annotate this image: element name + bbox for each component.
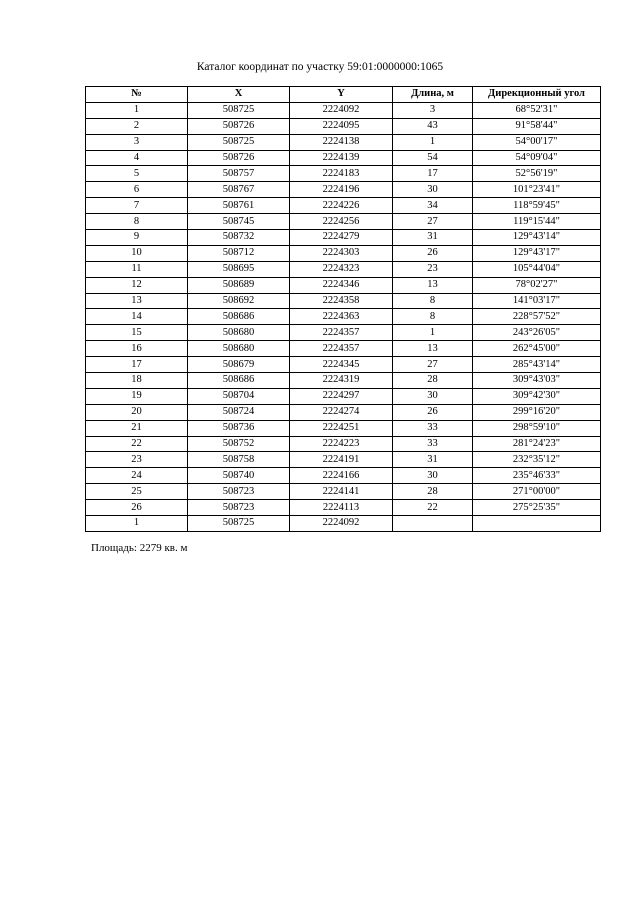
point-number-cell: 24 [86, 468, 188, 484]
x-coordinate-cell: 508757 [188, 166, 290, 182]
y-coordinate-cell: 2224358 [290, 293, 393, 309]
table-row [86, 388, 601, 404]
table-row [86, 102, 601, 118]
length-cell: 13 [393, 341, 473, 357]
x-coordinate-cell: 508745 [188, 214, 290, 230]
direction-angle-cell: 129°43'17" [473, 245, 601, 261]
length-cell: 22 [393, 500, 473, 516]
direction-angle-cell: 91°58'44" [473, 118, 601, 134]
length-cell: 27 [393, 214, 473, 230]
point-number-cell: 7 [86, 198, 188, 214]
length-cell: 27 [393, 357, 473, 373]
x-coordinate-cell: 508689 [188, 277, 290, 293]
table-row [86, 166, 601, 182]
y-coordinate-cell: 2224196 [290, 182, 393, 198]
direction-angle-cell: 141°03'17" [473, 293, 601, 309]
x-coordinate-cell: 508740 [188, 468, 290, 484]
direction-angle-cell: 275°25'35" [473, 500, 601, 516]
direction-angle-cell: 129°43'14" [473, 230, 601, 246]
point-number-cell: 26 [86, 500, 188, 516]
table-row [86, 373, 601, 389]
header-row [86, 87, 601, 103]
direction-angle-cell: 68°52'31" [473, 102, 601, 118]
header-x: X [188, 87, 290, 103]
direction-angle-cell: 262°45'00" [473, 341, 601, 357]
table-row [86, 404, 601, 420]
direction-angle-cell: 119°15'44" [473, 214, 601, 230]
table-header [86, 87, 601, 103]
y-coordinate-cell: 2224345 [290, 357, 393, 373]
length-cell: 3 [393, 102, 473, 118]
direction-angle-cell: 105°44'04" [473, 261, 601, 277]
length-cell: 8 [393, 309, 473, 325]
direction-angle-cell: 271°00'00" [473, 484, 601, 500]
x-coordinate-cell: 508725 [188, 516, 290, 532]
x-coordinate-cell: 508680 [188, 341, 290, 357]
y-coordinate-cell: 2224357 [290, 325, 393, 341]
point-number-cell: 6 [86, 182, 188, 198]
direction-angle-cell: 299°16'20" [473, 404, 601, 420]
header-y: Y [290, 87, 393, 103]
y-coordinate-cell: 2224363 [290, 309, 393, 325]
length-cell: 33 [393, 436, 473, 452]
y-coordinate-cell: 2224226 [290, 198, 393, 214]
table-row [86, 293, 601, 309]
y-coordinate-cell: 2224092 [290, 516, 393, 532]
point-number-cell: 2 [86, 118, 188, 134]
x-coordinate-cell: 508726 [188, 150, 290, 166]
length-cell: 8 [393, 293, 473, 309]
point-number-cell: 23 [86, 452, 188, 468]
point-number-cell: 5 [86, 166, 188, 182]
y-coordinate-cell: 2224323 [290, 261, 393, 277]
table-row [86, 420, 601, 436]
x-coordinate-cell: 508704 [188, 388, 290, 404]
length-cell [393, 516, 473, 532]
direction-angle-cell: 52°56'19" [473, 166, 601, 182]
length-cell: 26 [393, 404, 473, 420]
x-coordinate-cell: 508726 [188, 118, 290, 134]
point-number-cell: 20 [86, 404, 188, 420]
point-number-cell: 3 [86, 134, 188, 150]
y-coordinate-cell: 2224357 [290, 341, 393, 357]
direction-angle-cell: 232°35'12" [473, 452, 601, 468]
y-coordinate-cell: 2224113 [290, 500, 393, 516]
length-cell: 31 [393, 230, 473, 246]
direction-angle-cell: 298°59'10" [473, 420, 601, 436]
y-coordinate-cell: 2224223 [290, 436, 393, 452]
header-length: Длина, м [393, 87, 473, 103]
length-cell: 13 [393, 277, 473, 293]
y-coordinate-cell: 2224274 [290, 404, 393, 420]
point-number-cell: 18 [86, 373, 188, 389]
length-cell: 28 [393, 484, 473, 500]
direction-angle-cell: 309°43'03" [473, 373, 601, 389]
direction-angle-cell: 118°59'45" [473, 198, 601, 214]
table-row [86, 182, 601, 198]
length-cell: 1 [393, 325, 473, 341]
point-number-cell: 12 [86, 277, 188, 293]
length-cell: 43 [393, 118, 473, 134]
length-cell: 31 [393, 452, 473, 468]
y-coordinate-cell: 2224166 [290, 468, 393, 484]
direction-angle-cell: 54°09'04" [473, 150, 601, 166]
table-row [86, 134, 601, 150]
length-cell: 26 [393, 245, 473, 261]
x-coordinate-cell: 508686 [188, 309, 290, 325]
length-cell: 54 [393, 150, 473, 166]
header-number: № [86, 87, 188, 103]
direction-angle-cell: 285°43'14" [473, 357, 601, 373]
y-coordinate-cell: 2224251 [290, 420, 393, 436]
direction-angle-cell: 54°00'17" [473, 134, 601, 150]
x-coordinate-cell: 508724 [188, 404, 290, 420]
table-row [86, 214, 601, 230]
x-coordinate-cell: 508736 [188, 420, 290, 436]
x-coordinate-cell: 508761 [188, 198, 290, 214]
x-coordinate-cell: 508712 [188, 245, 290, 261]
length-cell: 34 [393, 198, 473, 214]
x-coordinate-cell: 508723 [188, 500, 290, 516]
table-row [86, 277, 601, 293]
direction-angle-cell [473, 516, 601, 532]
point-number-cell: 14 [86, 309, 188, 325]
length-cell: 23 [393, 261, 473, 277]
y-coordinate-cell: 2224183 [290, 166, 393, 182]
length-cell: 17 [393, 166, 473, 182]
x-coordinate-cell: 508725 [188, 134, 290, 150]
y-coordinate-cell: 2224191 [290, 452, 393, 468]
point-number-cell: 25 [86, 484, 188, 500]
y-coordinate-cell: 2224092 [290, 102, 393, 118]
header-direction-angle: Дирекционный угол [473, 87, 601, 103]
direction-angle-cell: 235°46'33" [473, 468, 601, 484]
point-number-cell: 15 [86, 325, 188, 341]
direction-angle-cell: 228°57'52" [473, 309, 601, 325]
point-number-cell: 9 [86, 230, 188, 246]
direction-angle-cell: 78°02'27" [473, 277, 601, 293]
point-number-cell: 22 [86, 436, 188, 452]
x-coordinate-cell: 508680 [188, 325, 290, 341]
point-number-cell: 1 [86, 516, 188, 532]
point-number-cell: 11 [86, 261, 188, 277]
direction-angle-cell: 101°23'41" [473, 182, 601, 198]
y-coordinate-cell: 2224141 [290, 484, 393, 500]
y-coordinate-cell: 2224297 [290, 388, 393, 404]
table-row [86, 198, 601, 214]
table-row [86, 357, 601, 373]
x-coordinate-cell: 508752 [188, 436, 290, 452]
table-row [86, 452, 601, 468]
table-row [86, 325, 601, 341]
x-coordinate-cell: 508723 [188, 484, 290, 500]
point-number-cell: 1 [86, 102, 188, 118]
table-body [86, 102, 601, 531]
x-coordinate-cell: 508695 [188, 261, 290, 277]
length-cell: 33 [393, 420, 473, 436]
coordinates-table [85, 86, 601, 532]
y-coordinate-cell: 2224138 [290, 134, 393, 150]
x-coordinate-cell: 508692 [188, 293, 290, 309]
direction-angle-cell: 281°24'23" [473, 436, 601, 452]
point-number-cell: 8 [86, 214, 188, 230]
point-number-cell: 4 [86, 150, 188, 166]
y-coordinate-cell: 2224139 [290, 150, 393, 166]
length-cell: 30 [393, 468, 473, 484]
y-coordinate-cell: 2224279 [290, 230, 393, 246]
table-row [86, 341, 601, 357]
x-coordinate-cell: 508758 [188, 452, 290, 468]
direction-angle-cell: 309°42'30" [473, 388, 601, 404]
length-cell: 1 [393, 134, 473, 150]
direction-angle-cell: 243°26'05" [473, 325, 601, 341]
x-coordinate-cell: 508679 [188, 357, 290, 373]
point-number-cell: 21 [86, 420, 188, 436]
length-cell: 30 [393, 182, 473, 198]
point-number-cell: 16 [86, 341, 188, 357]
table-row [86, 309, 601, 325]
page-title: Каталог координат по участку 59:01:0000000:1065 [196, 61, 444, 73]
table-row [86, 468, 601, 484]
y-coordinate-cell: 2224095 [290, 118, 393, 134]
table-row [86, 150, 601, 166]
point-number-cell: 19 [86, 388, 188, 404]
length-cell: 30 [393, 388, 473, 404]
y-coordinate-cell: 2224256 [290, 214, 393, 230]
y-coordinate-cell: 2224303 [290, 245, 393, 261]
point-number-cell: 10 [86, 245, 188, 261]
table-row [86, 484, 601, 500]
table-row [86, 500, 601, 516]
y-coordinate-cell: 2224319 [290, 373, 393, 389]
x-coordinate-cell: 508767 [188, 182, 290, 198]
point-number-cell: 17 [86, 357, 188, 373]
point-number-cell: 13 [86, 293, 188, 309]
table-row [86, 245, 601, 261]
x-coordinate-cell: 508686 [188, 373, 290, 389]
length-cell: 28 [393, 373, 473, 389]
table-row [86, 118, 601, 134]
y-coordinate-cell: 2224346 [290, 277, 393, 293]
table-row [86, 230, 601, 246]
x-coordinate-cell: 508725 [188, 102, 290, 118]
x-coordinate-cell: 508732 [188, 230, 290, 246]
area-note: Площадь: 2279 кв. м [91, 542, 188, 554]
table-row [86, 261, 601, 277]
table-row [86, 516, 601, 532]
table-row [86, 436, 601, 452]
